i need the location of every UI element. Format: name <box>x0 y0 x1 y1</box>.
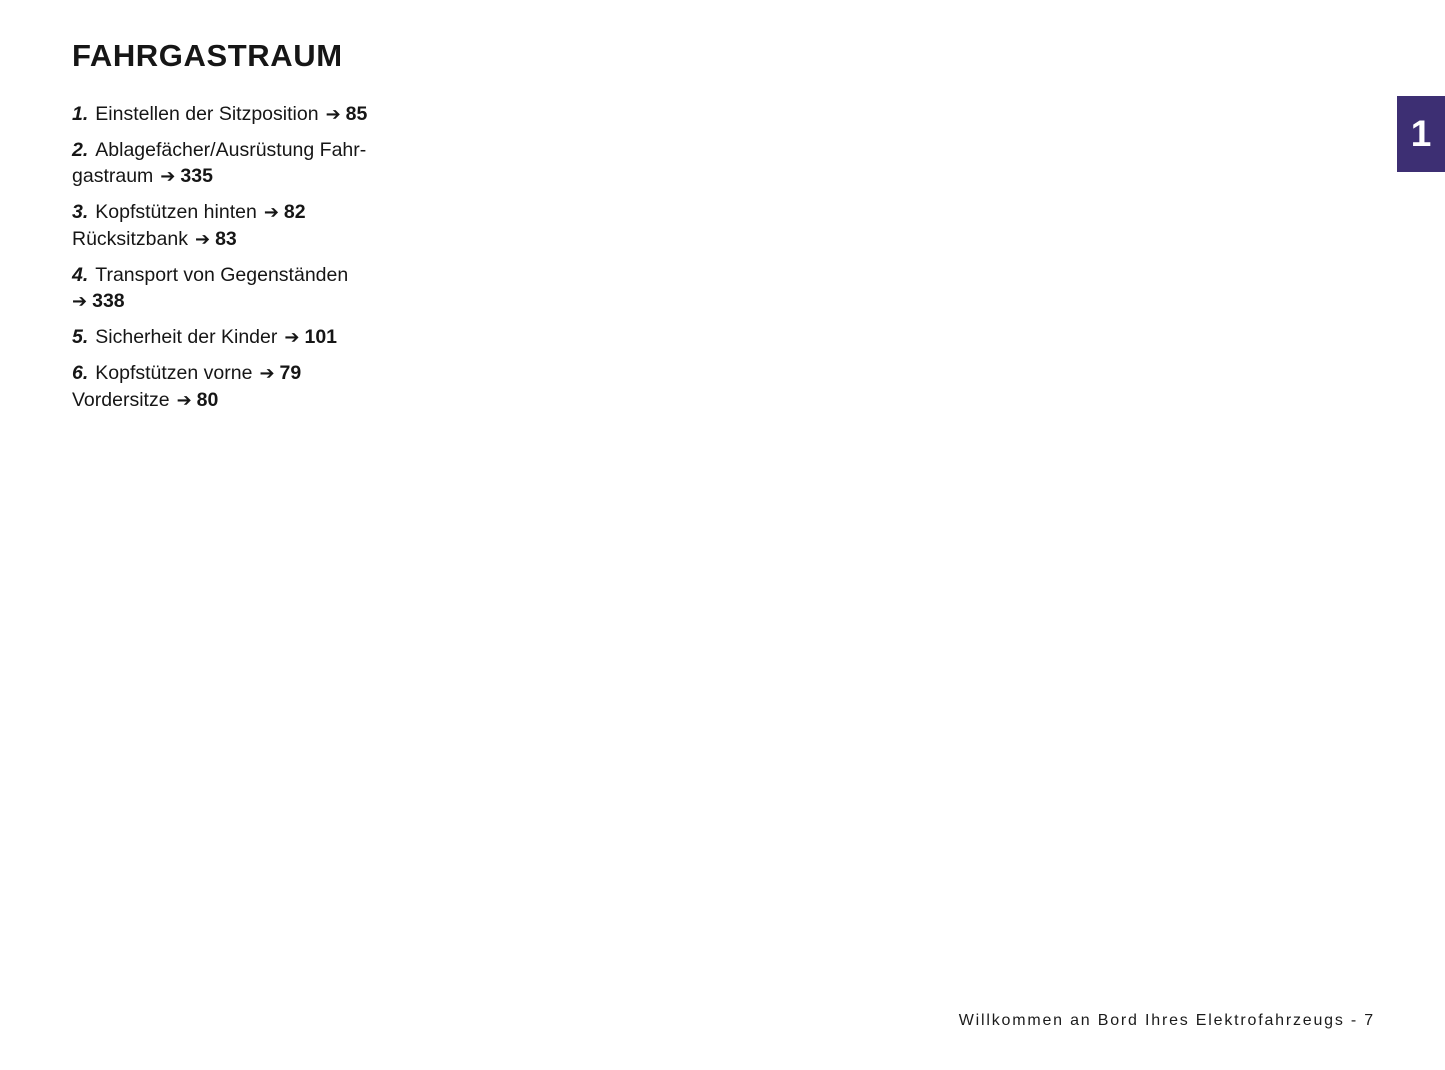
page-ref: 79 <box>279 362 302 384</box>
toc-item-text: Transport von Gegenständen <box>95 264 349 286</box>
arrow-icon: ➔ <box>284 327 300 348</box>
page-ref: 338 <box>92 290 125 312</box>
toc-item-number: 6. <box>72 362 89 384</box>
toc-line <box>72 163 502 190</box>
footer-page-label: Willkommen an Bord Ihres Elektrofahrzeugs - 7 <box>958 1012 1375 1029</box>
toc-item-number: 4. <box>72 264 89 286</box>
toc-line <box>72 360 502 387</box>
toc-line <box>72 226 502 253</box>
toc-item-number: 1. <box>72 103 89 125</box>
arrow-icon: ➔ <box>259 363 275 384</box>
toc-item <box>72 360 502 414</box>
toc-item <box>72 101 502 128</box>
toc-item-text: Rücksitzbank <box>72 228 188 250</box>
toc-item <box>72 137 502 190</box>
section-number-tab: 1 <box>1397 96 1445 172</box>
toc-item-text: Kopfstützen hinten <box>95 201 257 223</box>
toc-line <box>72 324 502 351</box>
arrow-icon: ➔ <box>263 202 279 223</box>
toc-item-text: Einstellen der Sitzposition <box>95 103 319 125</box>
toc-item-text: Kopfstützen vorne <box>95 362 253 384</box>
toc-item-number: 5. <box>72 326 89 348</box>
page-ref: 85 <box>345 103 368 125</box>
toc-item-text: gastraum <box>72 165 154 187</box>
toc-line <box>72 199 502 226</box>
arrow-icon: ➔ <box>176 390 192 411</box>
toc-item <box>72 324 502 351</box>
toc-item-number: 2. <box>72 139 89 161</box>
arrow-icon: ➔ <box>72 291 88 312</box>
page-ref: 335 <box>180 165 213 187</box>
toc-line <box>72 101 502 128</box>
page-ref: 83 <box>215 228 237 250</box>
page-ref: 80 <box>196 389 219 411</box>
toc-item-text: Sicherheit der Kinder <box>95 326 278 348</box>
toc-list <box>72 101 502 423</box>
page-ref: 101 <box>304 326 338 348</box>
page-title: FAHRGASTRAUM <box>72 38 343 73</box>
toc-item-text: Vordersitze <box>72 389 170 411</box>
toc-item <box>72 199 502 253</box>
arrow-icon: ➔ <box>160 166 176 187</box>
toc-line <box>72 387 502 414</box>
toc-line <box>72 137 502 163</box>
toc-line <box>72 262 502 288</box>
toc-item-text: Ablagefächer/Ausrüstung Fahr- <box>95 139 367 161</box>
toc-line <box>72 288 502 315</box>
page-ref: 82 <box>283 201 306 223</box>
toc-item-number: 3. <box>72 201 89 223</box>
toc-item <box>72 262 502 315</box>
arrow-icon: ➔ <box>194 229 211 250</box>
arrow-icon: ➔ <box>325 104 341 125</box>
